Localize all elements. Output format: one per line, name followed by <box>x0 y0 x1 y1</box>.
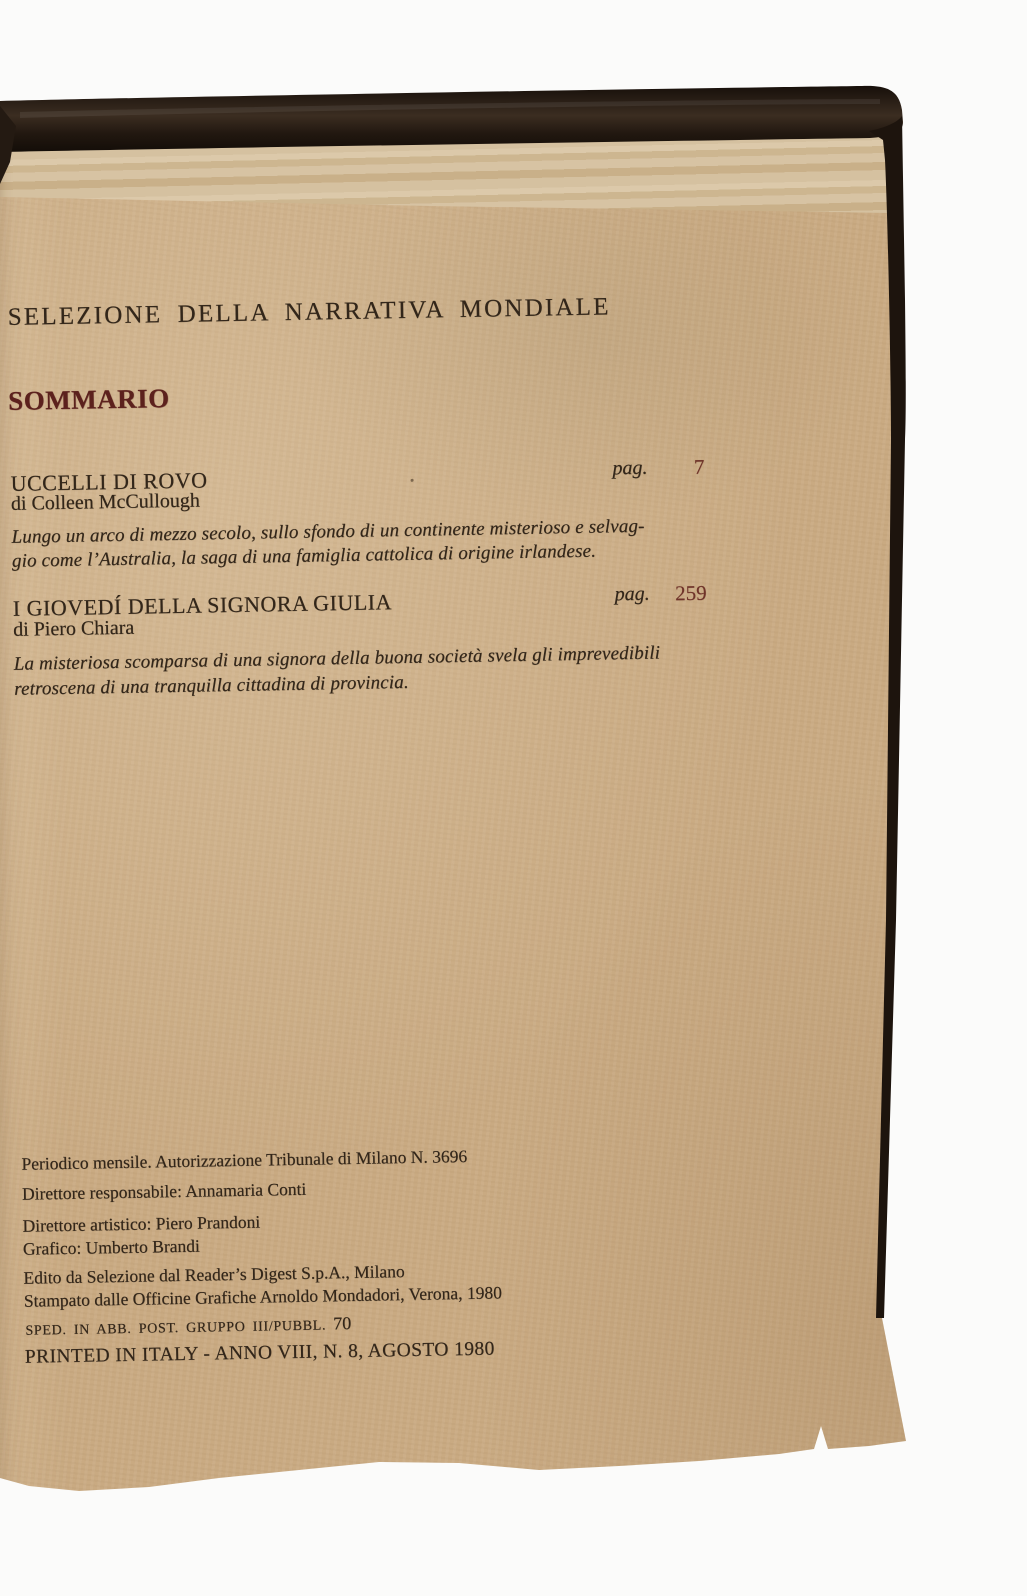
ink-fleck <box>411 479 414 482</box>
imprint-postal-text: SPED. IN ABB. POST. GRUPPO III/PUBBL. <box>25 1318 327 1339</box>
toc-entry-description-line: retroscena di una tranquilla cittadina di provincia. <box>13 671 409 700</box>
toc-entry-description <box>11 515 645 573</box>
toc-entry-title: UCCELLI DI ROVO <box>10 467 208 496</box>
toc-entry-title: I GIOVEDÍ DELLA SIGNORA GIULIA <box>12 589 393 621</box>
imprint-line: Periodico mensile. Autorizzazione Tribunale di Milano N. 3696 <box>21 1145 468 1174</box>
toc-entry-author: di Colleen McCullough <box>10 489 200 515</box>
imprint-line: Direttore responsabile: Annamaria Conti <box>21 1178 307 1204</box>
section-title: SOMMARIO <box>7 383 170 416</box>
toc-entry-page-number: 7 <box>693 454 705 479</box>
imprint-printed-line: PRINTED IN ITALY - ANNO VIII, N. 8, AGOSTO 1980 <box>24 1338 495 1368</box>
toc-entry-page-label: pag. <box>614 582 650 606</box>
toc-entry-page-number: 259 <box>674 580 707 606</box>
imprint-line: Direttore artistico: Piero Prandoni <box>22 1211 261 1236</box>
page-title: SELEZIONE DELLA NARRATIVA MONDIALE <box>7 293 611 331</box>
toc-entry-description <box>14 642 661 702</box>
imprint-postal-line <box>25 1313 351 1340</box>
imprint-line: Grafico: Umberto Brandi <box>22 1235 200 1259</box>
imprint-line: Edito da Selezione dal Reader’s Digest S.p.A., Milano <box>23 1261 405 1288</box>
imprint-postal-number: 70 <box>332 1313 352 1334</box>
toc-entry-description-line: gio come l’Australia, la saga di una famiglia cattolica di origine irlandese. <box>11 540 597 572</box>
toc-entry-description-line: Lungo un arco di mezzo secolo, sullo sfondo di un continente misterioso e selvag- <box>11 515 645 548</box>
toc-entry-author: di Piero Chiara <box>12 616 135 641</box>
imprint-line: Stampato dalle Officine Grafiche Arnoldo Mondadori, Verona, 1980 <box>23 1282 503 1311</box>
toc-entry-description-line: La misteriosa scomparsa di una signora della buona società svela gli imprevedibili <box>13 642 661 675</box>
toc-entry-page-label: pag. <box>612 456 648 480</box>
